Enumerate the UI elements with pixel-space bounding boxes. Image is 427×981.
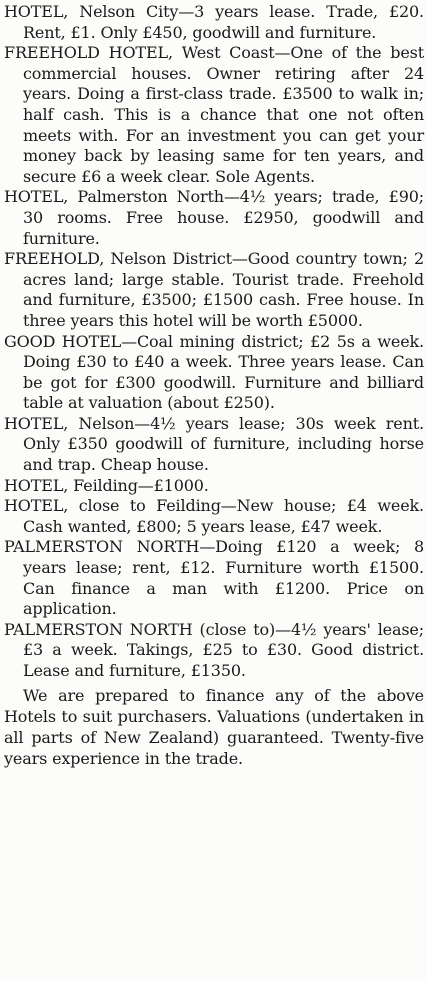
listing-palmerston-north-close-to: PALMERSTON NORTH (close to)—4½ years' lease; £3 a week. Takings, £25 to £30. Good district. Lease and furniture, £1350. [4, 619, 424, 680]
listing-good-hotel-coal-mining: GOOD HOTEL—Coal mining district; £2 5s a week. Doing £30 to £40 a week. Three years lease. Can be got for £300 goodwill. Furniture and billiard table at valuation (about £250). [4, 331, 424, 413]
listing-freehold-hotel-west-coast: FREEHOLD HOTEL, West Coast—One of the best commercial houses. Owner retiring after 24 years. Doing a first-class trade. £3500 to walk in; half cash. This is a chance that one not often meets with. For an investment you can get your money back by leasing same for ten years, and secure £6 a week clear. Sole Agents. [4, 43, 424, 186]
listing-hotel-nelson: HOTEL, Nelson—4½ years lease; 30s week rent. Only £350 goodwill of furniture, including horse and trap. Cheap house. [4, 413, 424, 475]
listing-palmerston-north: PALMERSTON NORTH—Doing £120 a week; 8 years lease; rent, £12. Furniture worth £1500. Can finance a man with £1200. Price on application. [4, 537, 424, 619]
listing-freehold-nelson-district: FREEHOLD, Nelson District—Good country town; 2 acres land; large stable. Tourist trade. Freehold and furniture, £3500; £1500 cash. Free house. In three years this hotel will be worth £5000. [4, 249, 424, 330]
listing-hotel-close-to-feilding: HOTEL, close to Feilding—New house; £4 week. Cash wanted, £800; 5 years lease, £47 week. [4, 496, 424, 536]
closing-paragraph: We are prepared to finance any of the above Hotels to suit purchasers. Valuations (undertaken in all parts of New Zealand) guaranteed. Twenty-five years experience in the trade. [4, 685, 424, 768]
listing-hotel-palmerston-north: HOTEL, Palmerston North—4½ years; trade, £90; 30 rooms. Free house. £2950, goodwill and furniture. [4, 187, 424, 248]
listing-hotel-nelson-city: HOTEL, Nelson City—3 years lease. Trade, £20. Rent, £1. Only £450, goodwill and furniture. [4, 2, 424, 42]
advertisement-column [4, 2, 424, 769]
listing-hotel-feilding: HOTEL, Feilding—£1000. [4, 475, 209, 495]
